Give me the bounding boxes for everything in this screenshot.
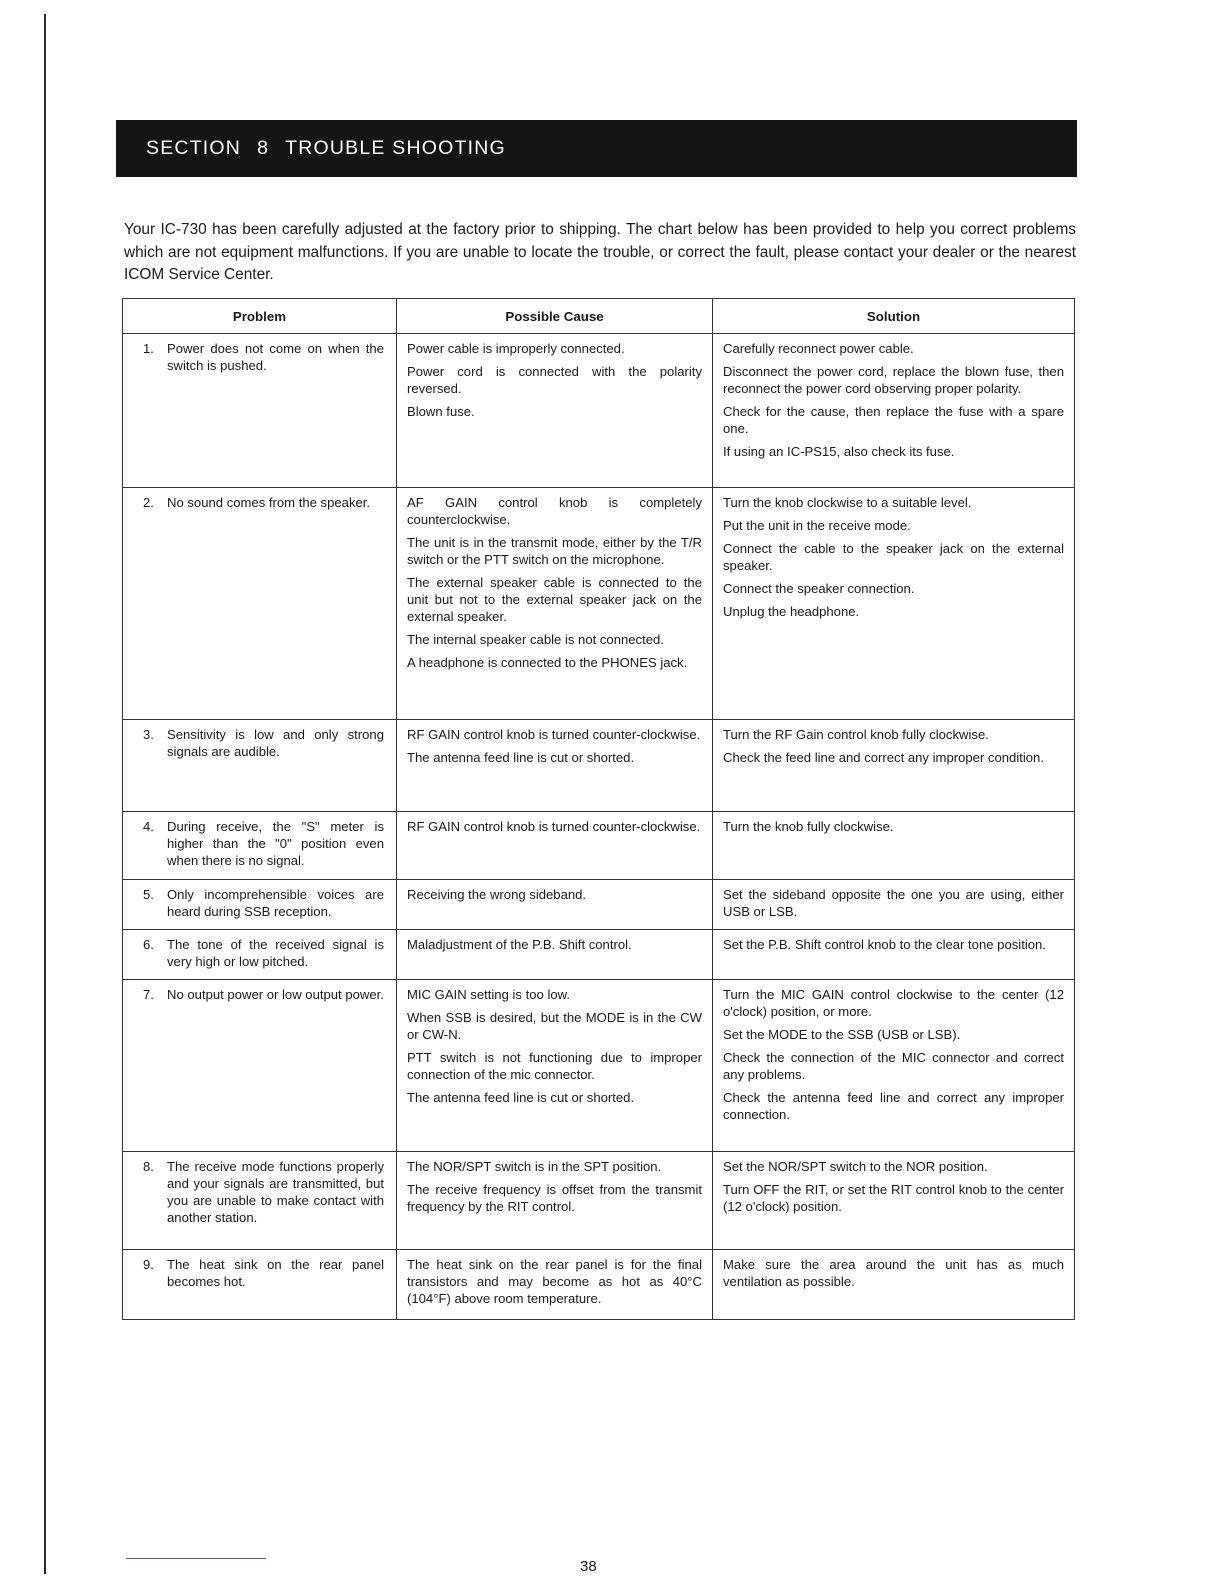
problem-cell (123, 720, 397, 812)
solution-item: Unplug the headphone. (723, 604, 860, 619)
problem-text: Only incomprehensible voices are heard during SSB reception. (167, 887, 384, 919)
problem-number: 5. (143, 887, 154, 902)
solution-item: Set the MODE to the SSB (USB or LSB). (723, 1027, 961, 1042)
solution-item: Turn the knob clockwise to a suitable level. (723, 495, 972, 510)
cause-item: Power cable is improperly connected. (407, 341, 625, 356)
cause-cell (397, 930, 713, 980)
cause-item: The antenna feed line is cut or shorted. (407, 1090, 635, 1105)
table-body (123, 334, 1075, 1320)
section-header (116, 120, 1077, 177)
table-row (123, 980, 1075, 1152)
section-label: SECTION (146, 137, 242, 159)
cause-cell (397, 720, 713, 812)
table-row (123, 334, 1075, 488)
problem-text: The receive mode functions properly and your signals are transmitted, but you are unable to make contact with another station. (167, 1159, 384, 1225)
problem-cell (123, 880, 397, 930)
cause-item: AF GAIN control knob is completely counterclockwise. (407, 495, 702, 527)
header-solution: Solution (713, 299, 1075, 334)
problem-number: 4. (143, 819, 154, 834)
cause-item: When SSB is desired, but the MODE is in the CW or CW-N. (407, 1010, 702, 1042)
cause-item: The internal speaker cable is not connected. (407, 632, 664, 647)
problem-cell (123, 930, 397, 980)
header-problem: Problem (123, 299, 397, 334)
problem-number: 7. (143, 987, 154, 1002)
table-row (123, 1250, 1075, 1320)
solution-item: Turn the RF Gain control knob fully clockwise. (723, 727, 989, 742)
solution-item: Connect the speaker connection. (723, 581, 915, 596)
solution-item: Check the feed line and correct any improper condition. (723, 750, 1044, 765)
solution-item: Check for the cause, then replace the fuse with a spare one. (723, 404, 1064, 436)
problem-text: No sound comes from the speaker. (167, 495, 371, 510)
problem-text: No output power or low output power. (167, 987, 384, 1002)
section-number: 8 (257, 137, 270, 159)
solution-item: Put the unit in the receive mode. (723, 518, 911, 533)
problem-text: The heat sink on the rear panel becomes hot. (167, 1257, 384, 1289)
cause-item: Maladjustment of the P.B. Shift control. (407, 937, 632, 952)
cause-item: Receiving the wrong sideband. (407, 887, 587, 902)
cause-cell (397, 880, 713, 930)
solution-cell (713, 880, 1075, 930)
cause-item: A headphone is connected to the PHONES jack. (407, 655, 688, 670)
solution-item: Check the connection of the MIC connector and correct any problems. (723, 1050, 1064, 1082)
cause-item: Power cord is connected with the polarity reversed. (407, 364, 702, 396)
cause-cell (397, 488, 713, 720)
cause-item: Blown fuse. (407, 404, 475, 419)
cause-cell (397, 980, 713, 1152)
problem-text: The tone of the received signal is very high or low pitched. (167, 937, 384, 969)
binding-edge-line (44, 14, 46, 1574)
problem-number: 6. (143, 937, 154, 952)
problem-cell (123, 812, 397, 880)
solution-item: Turn the MIC GAIN control clockwise to the center (12 o'clock) position, or more. (723, 987, 1064, 1019)
problem-number: 1. (143, 341, 154, 356)
table-header-row (123, 299, 1075, 334)
footer-rule (126, 1558, 266, 1559)
table-row (123, 812, 1075, 880)
cause-item: The receive frequency is offset from the transmit frequency by the RIT control. (407, 1182, 702, 1214)
problem-cell (123, 1250, 397, 1320)
table-row (123, 1152, 1075, 1250)
solution-item: Connect the cable to the speaker jack on the external speaker. (723, 541, 1064, 573)
troubleshooting-table (122, 298, 1075, 1320)
solution-item: Set the P.B. Shift control knob to the clear tone position. (723, 937, 1046, 952)
solution-cell (713, 930, 1075, 980)
solution-cell (713, 1250, 1075, 1320)
solution-item: Check the antenna feed line and correct any improper connection. (723, 1090, 1064, 1122)
cause-item: The NOR/SPT switch is in the SPT position. (407, 1159, 662, 1174)
cause-item: The unit is in the transmit mode, either by the T/R switch or the PTT switch on the microphone. (407, 535, 702, 567)
cause-item: The antenna feed line is cut or shorted. (407, 750, 635, 765)
problem-cell (123, 334, 397, 488)
problem-number: 8. (143, 1159, 154, 1174)
cause-item: The external speaker cable is connected to the unit but not to the external speaker jack on the external speaker. (407, 575, 702, 624)
cause-cell (397, 1152, 713, 1250)
problem-text: During receive, the "S" meter is higher than the "0" position even when there is no signal. (167, 819, 384, 868)
intro-paragraph: Your IC-730 has been carefully adjusted at the factory prior to shipping. The chart below has been provided to help you correct problems which are not equipment malfunctions. If you are unable to locate the trouble, or correct the fault, please contact your dealer or the nearest ICOM Service Center. (124, 221, 1076, 284)
header-possible-cause: Possible Cause (397, 299, 713, 334)
problem-text: Power does not come on when the switch is pushed. (167, 341, 384, 373)
problem-number: 3. (143, 727, 154, 742)
solution-cell (713, 980, 1075, 1152)
table-row (123, 930, 1075, 980)
problem-cell (123, 980, 397, 1152)
solution-cell (713, 720, 1075, 812)
solution-cell (713, 488, 1075, 720)
solution-item: Make sure the area around the unit has as much ventilation as possible. (723, 1257, 1064, 1289)
problem-cell (123, 1152, 397, 1250)
solution-item: If using an IC-PS15, also check its fuse. (723, 444, 955, 459)
table-row (123, 488, 1075, 720)
problem-text: Sensitivity is low and only strong signals are audible. (167, 727, 384, 759)
cause-item: PTT switch is not functioning due to improper connection of the mic connector. (407, 1050, 702, 1082)
cause-cell (397, 1250, 713, 1320)
solution-item: Set the NOR/SPT switch to the NOR position. (723, 1159, 988, 1174)
problem-cell (123, 488, 397, 720)
page-number: 38 (580, 1558, 597, 1575)
solution-item: Disconnect the power cord, replace the blown fuse, then reconnect the power cord observing proper polarity. (723, 364, 1064, 396)
cause-item: MIC GAIN setting is too low. (407, 987, 571, 1002)
cause-cell (397, 334, 713, 488)
problem-number: 2. (143, 495, 154, 510)
cause-item: RF GAIN control knob is turned counter-clockwise. (407, 819, 701, 834)
problem-number: 9. (143, 1257, 154, 1272)
section-title: TROUBLE SHOOTING (285, 137, 506, 159)
solution-cell (713, 334, 1075, 488)
solution-item: Set the sideband opposite the one you are using, either USB or LSB. (723, 887, 1064, 919)
solution-cell (713, 812, 1075, 880)
table-row (123, 720, 1075, 812)
solution-item: Turn OFF the RIT, or set the RIT control knob to the center (12 o'clock) position. (723, 1182, 1064, 1214)
table-row (123, 880, 1075, 930)
cause-item: RF GAIN control knob is turned counter-clockwise. (407, 727, 701, 742)
cause-cell (397, 812, 713, 880)
solution-cell (713, 1152, 1075, 1250)
solution-item: Turn the knob fully clockwise. (723, 819, 894, 834)
cause-item: The heat sink on the rear panel is for the final transistors and may become as hot as 40°C (104°F) above room temperature. (407, 1257, 702, 1306)
solution-item: Carefully reconnect power cable. (723, 341, 914, 356)
